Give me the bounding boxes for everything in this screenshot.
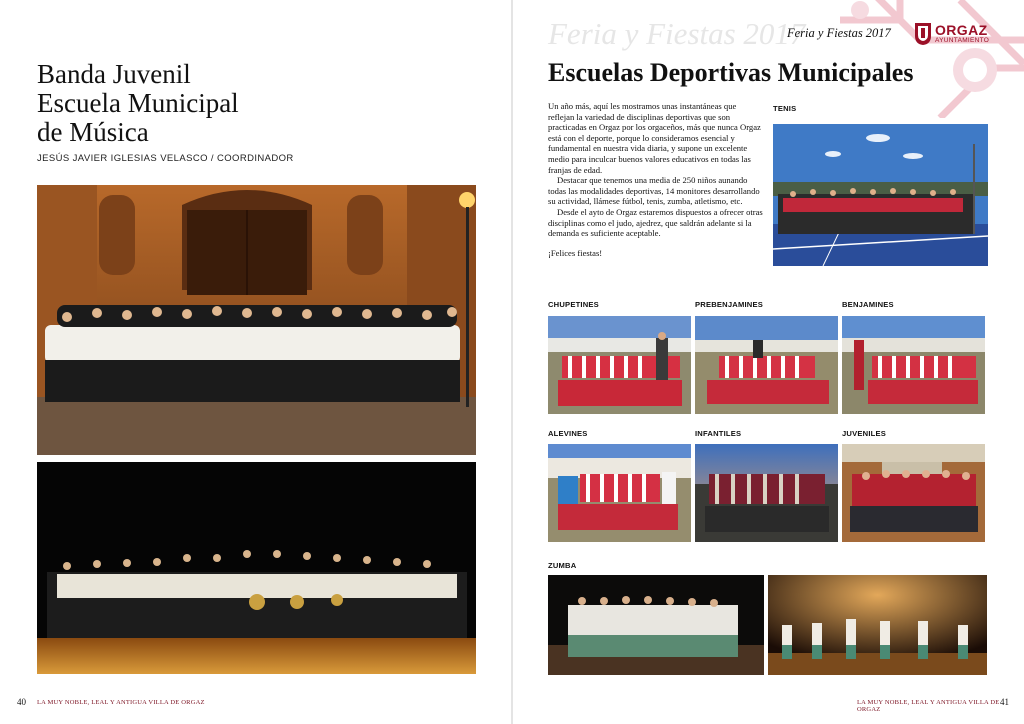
band-title-line-2: Escuela Municipal xyxy=(37,88,239,118)
header-event-title: Feria y Fiestas 2017 xyxy=(787,26,891,40)
band-title xyxy=(37,60,239,147)
intro-paragraph-2: Destacar que tenemos una media de 250 niños aunando todas las modalidades deportivas, 14 monitores desarrollando su actividad, llámese fútbol, tenis, zumba, atletismo, etc. xyxy=(548,175,760,207)
band-title-line-1: Banda Juvenil xyxy=(37,59,191,89)
benjamines-photo xyxy=(842,316,985,414)
caption-zumba: ZUMBA xyxy=(548,561,577,570)
caption-alevines: ALEVINES xyxy=(548,429,588,438)
tenis-photo xyxy=(773,124,988,266)
band-title-line-3: de Música xyxy=(37,117,149,147)
intro-paragraph-1: Un año más, aquí les mostramos unas instantáneas que reflejan la variedad de disciplinas deportivas que son practicadas en Orgaz por los orgaceños, más que nunca Orgaz está con el deporte, porque lo consideramos esencial y fundamental en nuestra vida diaria, y supone un excelente medio para inculcar buenos valores educativos en todas las franjas de edad. xyxy=(548,101,761,175)
logo-subtitle: AYUNTAMIENTO xyxy=(935,37,990,44)
band-stage-photo xyxy=(37,462,476,674)
logo-name: ORGAZ xyxy=(935,22,988,38)
alevines-photo xyxy=(548,444,691,542)
chupetines-photo xyxy=(548,316,691,414)
infantiles-photo xyxy=(695,444,838,542)
header-watermark: Feria y Fiestas 2017 xyxy=(548,16,806,51)
left-footer-motto: LA MUY NOBLE, LEAL Y ANTIGUA VILLA DE ORGAZ xyxy=(37,699,205,706)
zumba-group-photo xyxy=(548,575,764,675)
zumba-stage-photo xyxy=(768,575,987,675)
caption-tenis: TENIS xyxy=(773,104,797,113)
band-byline: JESÚS JAVIER IGLESIAS VELASCO / COORDINADOR xyxy=(37,153,294,164)
intro-closing: ¡Felices fiestas! xyxy=(548,247,603,258)
caption-prebenjamines: PREBENJAMINES xyxy=(695,300,764,309)
intro-paragraph-3: Desde el ayto de Orgaz estaremos dispuestos a ofrecer otras disciplinas como el judo, ajedrez, que saldrán adelante si la demanda es suficiente aceptable. xyxy=(548,206,763,239)
orgaz-logo xyxy=(914,22,1010,48)
right-footer-motto: LA MUY NOBLE, LEAL Y ANTIGUA VILLA DE ORGAZ xyxy=(857,699,1000,713)
caption-juveniles: JUVENILES xyxy=(842,429,886,438)
spread-gutter xyxy=(511,0,513,724)
caption-infantiles: INFANTILES xyxy=(695,429,742,438)
prebenjamines-photo xyxy=(695,316,838,414)
band-church-photo xyxy=(37,185,476,455)
left-page-number: 40 xyxy=(17,697,26,707)
juveniles-photo xyxy=(842,444,985,542)
coat-of-arms-icon xyxy=(914,22,932,46)
right-page-number: 41 xyxy=(1000,697,1009,707)
intro-text xyxy=(548,101,763,258)
sports-title: Escuelas Deportivas Municipales xyxy=(548,58,914,87)
caption-benjamines: BENJAMINES xyxy=(842,300,894,309)
caption-chupetines: CHUPETINES xyxy=(548,300,599,309)
